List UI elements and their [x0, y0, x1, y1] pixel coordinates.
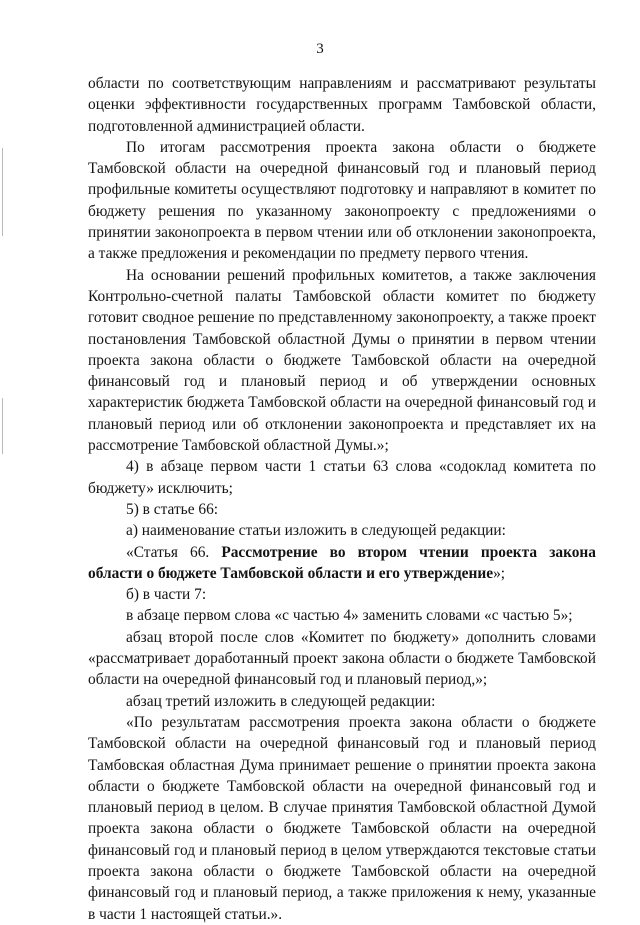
paragraph: На основании решений профильных комитетов, а также заключения Контрольно-счетной палаты Тамбовской области комитет по бюджету готовит сводное решение по представленному законопроекту, а также проект постановления Тамбовской областной Думы о принятии в первом чтении проекта закона области о бюджете Тамбовской области на очередной финансовый год и плановый период и об утверждении основных характеристик бюджета Тамбовской области на очередной финансовый год и плановый период или об отклонении законопроекта и представляет их на рассмотрение Тамбовской областной Думы.»;: [88, 266, 596, 455]
paragraph: По итогам рассмотрения проекта закона области о бюджете Тамбовской области на очередной финансовый год и плановый период профильные комитеты осуществляют подготовку и направляют в комитет по бюджету решения по указанному законопроекту с предложениями о принятии законопроекта в первом чтении или об отклонении законопроекта, а также предложения и рекомендации по предмету первого чтения.: [88, 138, 596, 263]
paragraph: области по соответствующим направлениям и рассматривают результаты оценки эффективности государственных программ Тамбовской области, подготовленной администрацией области.: [88, 75, 596, 135]
scan-edge-mark: [2, 398, 3, 454]
scan-edge-mark: [2, 148, 3, 236]
page-number: 3: [316, 41, 324, 57]
article-title-bold: Рассмотрение во втором чтении проекта закона области о бюджете Тамбовской области и его утверждение: [88, 543, 596, 582]
paragraph: абзац третий изложить в следующей редакции:: [126, 692, 436, 710]
paragraph: «По результатам рассмотрения проекта закона области о бюджете Тамбовской области на очередной финансовый год и плановый период Тамбовская областная Дума принимает решение о принятии проекта закона области о бюджете Тамбовской области на очередной финансовый год и плановый период в целом. В случае принятия Тамбовской областной Думой проекта закона области о бюджете Тамбовской области на очередной финансовый год и плановый период в целом утверждаются текстовые статьи проекта закона области о бюджете Тамбовской области на очередной финансовый год и плановый период, а также приложения к нему, указанные в части 1 настоящей статьи.».: [88, 713, 596, 923]
paragraph: абзац второй после слов «Комитет по бюджету» дополнить словами «рассматривает доработанный проект закона области о бюджете Тамбовской области на очередной финансовый год и плановый период,»;: [88, 628, 596, 689]
document-body: [88, 73, 596, 925]
paragraph: 5) в статье 66:: [126, 500, 219, 518]
paragraph: в абзаце первом слова «с частью 4» заменить словами «с частью 5»;: [126, 607, 573, 625]
paragraph: б) в части 7:: [126, 586, 207, 604]
paragraph: а) наименование статьи изложить в следующей редакции:: [126, 522, 506, 540]
paragraph: 4) в абзаце первом части 1 статьи 63 слова «содоклад комитета по бюджету» исключить;: [88, 458, 596, 497]
article-title-suffix: »;: [493, 564, 506, 582]
article-title-prefix: «Статья 66.: [126, 543, 222, 561]
article-title-paragraph: [88, 542, 596, 585]
